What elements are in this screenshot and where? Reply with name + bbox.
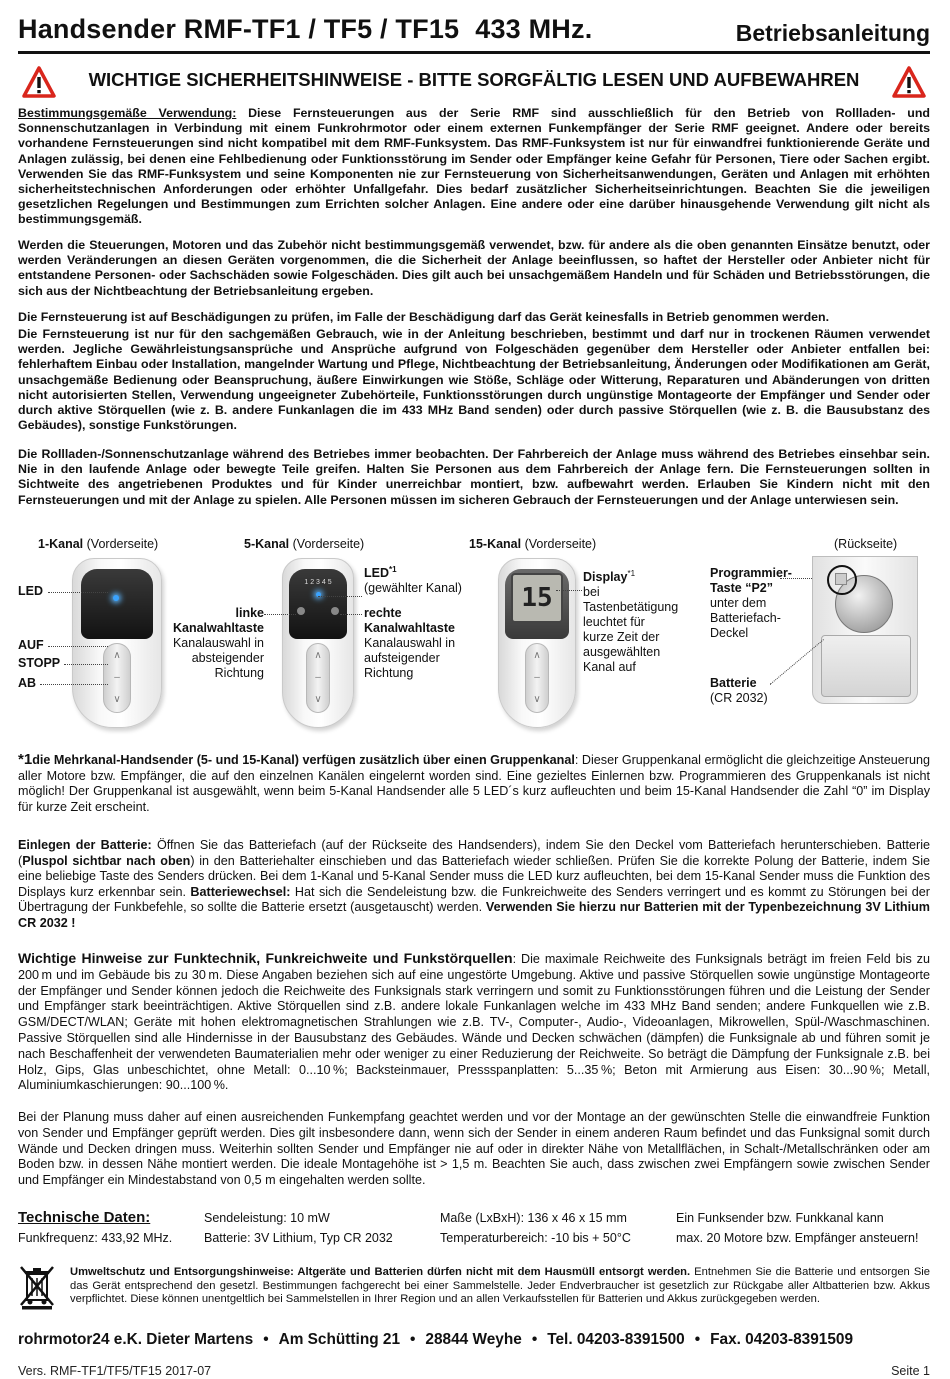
warning-triangle-icon [22, 66, 56, 98]
up-pointer-line [48, 646, 108, 647]
crossed-out-bin-icon [18, 1264, 56, 1310]
footer-street: Am Schütting 21 [278, 1331, 401, 1348]
down-button-icon: ∨ [533, 694, 541, 705]
right-key-pointer-line [340, 614, 362, 615]
down-button-icon: ∨ [113, 694, 121, 705]
channel-led-numbers: 1 2 3 4 5 [304, 579, 332, 586]
intended-use-label: Bestimmungsgemäße Verwendung: [18, 106, 237, 120]
stop-button-icon: – [114, 672, 120, 683]
led-pointer-line [48, 592, 108, 593]
right-channel-button [331, 607, 339, 615]
battery-description [710, 676, 800, 706]
stop-button-icon: – [315, 672, 321, 683]
led-5-title: LED [364, 566, 389, 581]
left-key-text: Kanalauswahl in absteigender Richtung [172, 636, 264, 680]
tech-note-2: max. 20 Motore bzw. Empfänger ansteuern! [676, 1231, 919, 1245]
battery-change-heading: Batteriewechsel: [190, 884, 291, 899]
liability-paragraph: Werden die Steuerungen, Motoren und das Zubehör nicht bestimmungsgemäß verwendet, bzw. für andere als die oben genannten Einsätze benutzt, oder werden Veränderungen an diesen Geräten vorgenommen, die die Sicherheit der Anlage beeinflussen, so haftet der Hersteller oder Anbieter nicht für entstandene Personen- oder Sachschäden sowie Folgeschäden. Dies gilt auch bei unsachgemäßem Handeln und für Schäden und Betriebsstörungen, die sich aus der Nichtbeachtung der Betriebsanleitung ergeben. [18, 238, 930, 298]
right-key-title: rechte Kanalwahltaste [364, 606, 456, 635]
environment-note [70, 1266, 930, 1307]
damage-check-paragraph: Die Fernsteuerung ist auf Beschädigungen zu prüfen, im Falle der Beschädigung darf das Gerät keinesfalls in Betrieb genommen werden. [18, 310, 830, 324]
up-button-icon: ∧ [533, 650, 541, 661]
device-5-side: (Vorderseite) [292, 537, 365, 551]
left-channel-button [297, 607, 305, 615]
up-button-icon: ∧ [113, 650, 121, 661]
footnote-mark: *1 [18, 751, 33, 768]
left-key-description [168, 606, 264, 681]
program-key-text: unter dem Batteriefach-Deckel [710, 596, 781, 640]
remote-1-top-panel [81, 569, 153, 639]
footnote-bold: die Mehrkanal-Handsender (5- und 15-Kanal) verfügen zusätzlich über einen Gruppenkanal [32, 753, 575, 767]
led-5-subtitle: (gewählter Kanal) [364, 581, 462, 595]
program-key-title: Programmier-Taste “P2” [710, 566, 792, 595]
right-key-description [364, 606, 464, 681]
footer-phone: Tel. 04203-8391500 [547, 1331, 685, 1348]
tech-temperature: Temperaturbereich: -10 bis + 50°C [440, 1231, 631, 1245]
footer-bullet: • [694, 1331, 701, 1348]
device-5-name: 5-Kanal [244, 537, 290, 551]
remote-1-channel [72, 558, 162, 728]
led-5-label [364, 562, 397, 581]
footer-company: rohrmotor24 e.K. Dieter Martens [18, 1331, 254, 1348]
up-button-icon: ∧ [314, 650, 322, 661]
company-footer [18, 1331, 930, 1349]
program-button-highlight [827, 565, 857, 595]
device-5-channel-label [244, 537, 364, 551]
battery-title: Batterie [710, 676, 757, 690]
display-text: bei Tastenbetätigung leuchtet für kurze Zeit der ausgewählten Kanal auf [583, 585, 679, 675]
intended-use-text: Diese Fernsteuerungen aus der Serie RMF sind ausschließlich für den Betrieb von Rollladen- und Sonnenschutzanlagen in Verbindung mit einem Funkrohrmotor oder einem externen Funkempfänger der Serie RMF geeignet. Andere oder bereits vorhandene Fernsteuerungen sind nicht kompatibel mit dem RMF-Funksystem. Das RMF-Funksystem ist nur für einwandfrei funktionierende Geräte und Anlagen zulässig, bei denen eine Fehlbedienung oder Funktionsstörung im Sender oder Empfänger keine Gefahr für Personen, Tiere oder Sachen ergibt. Verwenden Sie das RMF-Funksystem und seine Komponenten nie zur Fernsteuerung von Sicherheitsanwendungen, Geräten und Anlagen mit erhöhten sicherheitstechnischen Anforderungen oder erhöhter Unfallgefahr. Dies bedarf zusätzlicher Sicherheitseinrichtungen. Beachten Sie die jeweiligen gesetzlichen Regelungen und Bestimmungen zum Errichten solcher Anlagen. Eine andere oder eine darüber hinausgehende Verwendung gilt nicht als bestimmungsgemäß. [18, 106, 930, 227]
battery-insert-heading: Einlegen der Batterie: [18, 838, 152, 852]
warning-title: WICHTIGE SICHERHEITSHINWEISE - BITTE SORGFÄLTIG LESEN UND AUFBEWAHREN [88, 69, 860, 90]
stop-button-icon: – [534, 672, 540, 683]
display-description [583, 566, 679, 675]
stop-pointer-line [64, 664, 108, 665]
device-15-name: 15-Kanal [469, 537, 522, 551]
warning-triangle-icon [892, 66, 926, 98]
led-5-pointer-line [318, 596, 362, 597]
display-pointer-line [556, 590, 582, 591]
device-1-side: (Vorderseite) [86, 537, 159, 551]
tech-battery: Batterie: 3V Lithium, Typ CR 2032 [204, 1231, 393, 1245]
down-pointer-line [40, 684, 108, 685]
device-1-channel-label [38, 537, 158, 551]
remote-back-view [812, 556, 918, 704]
page-number: Seite 1 [891, 1364, 930, 1378]
radio-text-1: : Die maximale Reichweite des Funksignals beträgt im freien Feld bis zu 200 m und im Gebäude bis zu 30 m. Diese Angaben beziehen sich auf eine ungestörte Umgebung. Aktive und passive Störquellen sowie ungünstige Montageorte der Empfänger und Sender können jedoch die Reichweite des Funksignals stark verringern und somit zu Funktionsstörungen führen und die Leistung der Sender und Empfänger stark beeinträchtigen. Aktive Störquellen sind z.B. andere lokale Funkanlagen welche im 433 MHz Band senden; andere Funkquellen wie z.B. GSM/DECT/WLAN; Geräte mit hohen elektromagnetischen Strahlungen wie z.B. TV-, Computer-, Audio-, Videoanlagen, Mikrowellen, Spül-/Waschmaschinen. Passive Störquellen sind alle Hindernisse in der Bausubstanz des Gebäudes. Wände und Decken schwächen (dämpfen) die Funksignale ab und führen somit je nach Beschaffenheit der verwendeten Baumaterialien mehr oder weniger zu einer Reduzierung der Reichweite. So beträgt die Dämpfung der Funksignale z.B. bei Holz, Gips, Glas unbeschichtet, ohne Metall: 0...10 %; Backsteinmauer, Pressspanplatten: 5...35 %; Beton mit Armierung aus Eisen: 30...90 %; Metall, Aluminiumkaschierungen: 90...100 %. [18, 952, 930, 1093]
remote-1-button-bar [103, 643, 131, 713]
display-title: Display [583, 570, 628, 585]
battery-cover [821, 635, 911, 697]
tech-note-1: Ein Funksender bzw. Funkkanal kann [676, 1211, 884, 1225]
battery-change-text: Hat sich die Sendeleistung bzw. die Funkreichweite des Senders verringert und es kommt zu Störungen bei der Übertragung der Funkbefehle, so sollte die Batterie ersetzt (ausgetauscht) werden. [18, 884, 931, 914]
device-15-channel-label [469, 537, 596, 551]
operation-paragraph: Die Rollladen-/Sonnenschutzanlage während des Betriebes immer beobachten. Der Fahrbereich der Anlage muss während des Betriebes einsehbar sein. Nie in den laufende Anlage oder bewegte Teile greifen. Halten Sie Personen aus dem Fahrbereich der Anlage fern. Die Fernsteuerungen sollten in Sichtweite des angetriebenen Produktes und für Kinder unerreichbar montiert, bzw. aufbewahrt werden. Erlauben Sie Kindern nicht mit den Fernsteuerungen und mit der Anlage zu spielen. Alle Personen müssen im sicheren Gebrauch der Fernsteuerungen und der Anlage unterwiesen sein. [18, 447, 930, 507]
tech-power: Sendeleistung: 10 mW [204, 1211, 330, 1225]
footer-bullet: • [263, 1331, 269, 1348]
down-button-icon: ∨ [314, 694, 322, 705]
environment-text: Entnehmen Sie die Batterie und entsorgen Sie das Gerät entsprechend den gesetzl. Bestimmungen fachgerecht bei einer Sammelstelle. Jeder Endverbraucher ist gesetzlich zur Rückgabe aller Altbatterien bzw. Akkus verpflichtet. Diese können unentgeltlich bei Sammelstellen in Ihrer Region und an allen Verkaufsstellen für Batterien und Akkus zurückgegeben werden. [70, 1266, 930, 1306]
radio-heading: Wichtige Hinweise zur Funktechnik, Funkreichweite und Funkstörquellen [18, 950, 513, 966]
safety-warning-banner [18, 66, 930, 100]
tech-dimensions: Maße (LxBxH): 136 x 46 x 15 mm [440, 1211, 627, 1225]
stop-label: STOPP [18, 656, 61, 670]
battery-type-note: Verwenden Sie hierzu nur Batterien mit der Typenbezeichnung 3V Lithium CR 2032 ! [18, 900, 930, 930]
left-key-title: linke Kanalwahltaste [172, 606, 264, 635]
led-label: LED [18, 584, 43, 598]
battery-polarity-note: Pluspol sichtbar nach oben [22, 853, 191, 868]
footer-city: 28844 Weyhe [425, 1331, 522, 1348]
radio-planning-paragraph: Bei der Planung muss daher auf einen ausreichenden Funkempfang geachtet werden und vor der Montage an der gewünschten Stelle die einwandfreie Funktion von Sender und Empfänger geprüft werden. Dies gilt insbesondere dann, wenn sich der Sender in einem anderen Raum befindet und das Funksignal somit durch Wände und Decken dringen muss. Weiterhin sollten Sender und Empfänger nie auf oder in direkter Nähe von Metallflächen, in Schalt-/Metallschränken oder am Boden bzw. in dessen Nähe montiert werden. Die ideale Montagehöhe ist > 1,5 m. Beachten Sie auch, dass zwischen zwei Empfängern sowie zwischen Sender und Empfänger ein Mindestabstand von 0,5 m eingehalten werden sollte. [18, 1110, 930, 1188]
lcd-display: 15 [511, 573, 563, 623]
remote-5-channel [282, 558, 354, 728]
down-label: AB [18, 676, 37, 690]
version-info: Vers. RMF-TF1/TF5/TF15 2017-07 [18, 1364, 212, 1378]
battery-insert-text-2: ) in den Batteriehalter einschieben und das Batteriefach wieder schließen. Prüfen Sie die korrekte Polung der Batterie, indem Sie eine beliebige Taste des Senders drücken. Bei dem 1-Kanal und 5-Kanal Sender muss die LED kurz aufleuchten, bei dem 15-Kanal Sender muss die Funktion des Displays kurz erkennbar sein. [18, 853, 930, 899]
device-15-side: (Vorderseite) [524, 537, 597, 551]
document-title [18, 14, 592, 45]
version-line [18, 1364, 930, 1378]
display-footnote-mark: *1 [627, 569, 636, 578]
footnote-text: : Dieser Gruppenkanal ermöglicht die gleichzeitige Ansteuerung aller Motore bzw. Empfänger, die auf den einzelnen Kanälen eingelernt worden sind. Eine gezieltes Einlernen bzw. Programmieren des Gruppenkanals ist nicht möglich! Der Gruppenkanal ist ausgewählt, wenn beim 5-Kanal Handsender alle 5 LED´s kurz aufleuchten und beim 15-Kanal Handsender die Zahl “0” im Display für kurze Zeit erscheint. [18, 753, 931, 814]
tech-frequency: Funkfrequenz: 433,92 MHz. [18, 1231, 173, 1245]
battery-section [18, 838, 930, 931]
battery-text: (CR 2032) [710, 691, 768, 705]
group-channel-footnote [18, 752, 930, 815]
radio-section [18, 951, 930, 1094]
remote-15-channel [498, 558, 576, 728]
warranty-paragraph: Die Fernsteuerung ist nur für den sachgemäßen Gebrauch, wie in der Anleitung beschrieben, bestimmt und darf nur in trockenen Räumen verwendet werden. Jegliche Gewährleistungsansprüche und Ansprüche aufgrund von Folgeschäden gegenüber dem Hersteller oder Anbieter entfallen bei: fehlerhaftem Einbau oder Installation, mangelnder Wartung und Pflege, Nichtbeachtung der Betriebsanleitung, Änderungen oder Modifikationen am Gerät, unsachgemäße Bedienung oder Beanspruchung, äußere Einwirkungen wie Stöße, Schläge oder Witterung, Reparaturen und Abänderungen von dritten nicht autorisierten Stellen, Verwendung ungeeigneter Zubehörteile, Funktionsstörungen durch ungünstige Montageorte der Empfänger und Sender oder durch aktive Störquellen (wie z. B. andere Funkanlagen die im 433 MHz Band senden) oder durch passive Störquellen (wie z. B. die Bausubstanz des Gebäudes), sonstige Funkstörungen. [18, 327, 930, 433]
footer-fax: Fax. 04203-8391509 [710, 1331, 854, 1348]
intended-use-paragraph [18, 106, 930, 228]
remote-15-button-bar [525, 643, 549, 713]
environment-bold: Umweltschutz und Entsorgungshinweise: Altgeräte und Batterien dürfen nicht mit dem Hausmüll entsorgt werden. [70, 1266, 691, 1278]
tech-heading: Technische Daten: [18, 1209, 151, 1226]
footer-bullet: • [410, 1331, 416, 1348]
footer-bullet: • [531, 1331, 538, 1348]
remote-5-button-bar [306, 643, 330, 713]
title-frequency: 433 MHz. [475, 14, 593, 44]
device-back-label: (Rückseite) [834, 537, 898, 551]
left-key-pointer-line [264, 614, 296, 615]
device-1-name: 1-Kanal [38, 537, 84, 551]
page-header [18, 14, 930, 54]
battery-insert-text: Öffnen Sie das Batteriefach (auf der Rückseite des Handsenders), indem Sie den Deckel vom Batteriefach herunterschieben. Batterie ( [18, 838, 930, 868]
document-subtitle: Betriebsanleitung [735, 20, 930, 46]
led-icon [113, 595, 119, 601]
right-key-text: Kanalauswahl in aufsteigender Richtung [364, 636, 456, 680]
led-5-footnote-mark: *1 [389, 565, 397, 574]
title-model: Handsender RMF-TF1 / TF5 / TF15 [18, 14, 460, 44]
up-label: AUF [18, 638, 44, 652]
